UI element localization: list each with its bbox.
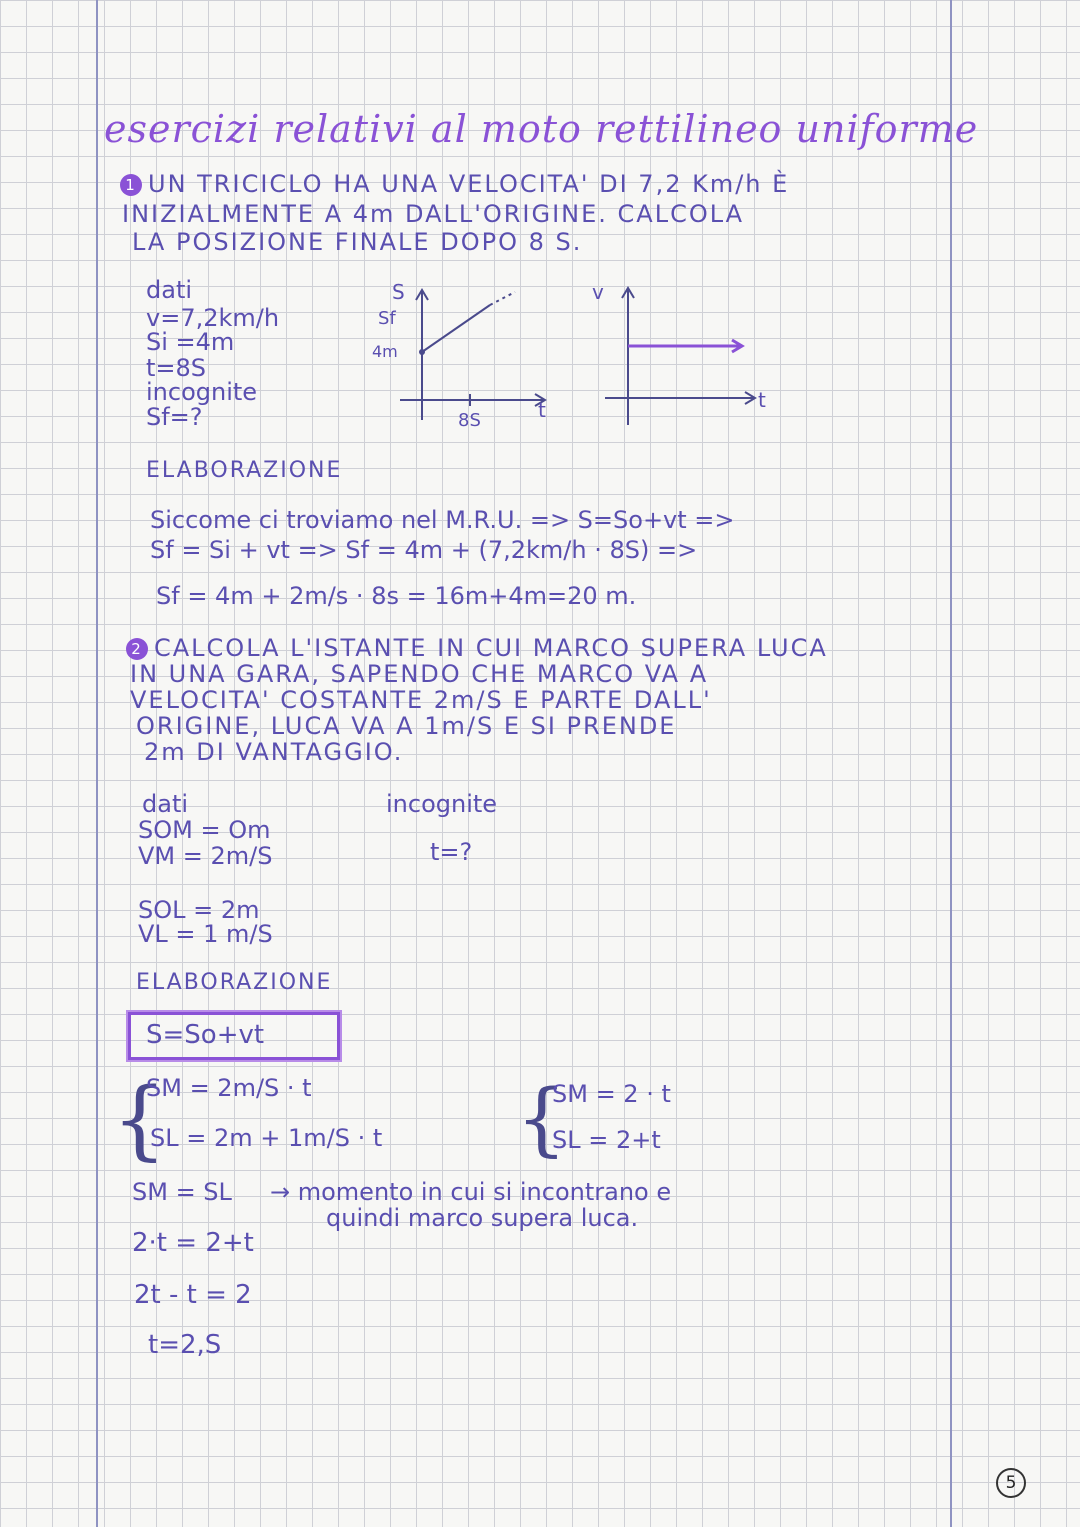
exercise2-unknown: t=? (430, 838, 473, 866)
step-3: t=2,S (148, 1330, 222, 1360)
system-right-line-1: SM = 2 · t (552, 1080, 671, 1108)
system-left-line-2: SL = 2m + 1m/S · t (150, 1124, 383, 1152)
graph-v-y-label: v (592, 280, 604, 304)
graph-s-start-point (419, 349, 425, 355)
graph-s-y-label: S (392, 280, 405, 304)
exercise1-solution-line-3: Sf = 4m + 2m/s · 8s = 16m+4m=20 m. (156, 582, 637, 610)
exercise2-line-1 (126, 636, 828, 660)
exercise1-data-line: v=7,2km/h (146, 304, 280, 332)
exercise1-line-1 (120, 172, 789, 196)
exercise1-elaboration-heading: ELABORAZIONE (146, 458, 343, 483)
exercise2-data-line: VM = 2m/S (138, 842, 273, 870)
velocity-time-graph (600, 280, 770, 430)
exercise2-line-2: IN UNA GARA, SAPENDO CHE MARCO VA A (130, 660, 709, 688)
exercise2-line-4: ORIGINE, LUCA VA A 1m/S E SI PRENDE (136, 712, 677, 740)
exercise1-line-2: INIZIALMENTE A 4m DALL'ORIGINE. CALCOLA (122, 200, 745, 228)
system-left-brace: { (112, 1070, 167, 1170)
equality-note-line-1: → momento in cui si incontrano e (270, 1178, 672, 1206)
graph-v-x-label: t (758, 388, 766, 412)
graph-s-extension (490, 292, 515, 305)
exercise1-solution-line-1: Siccome ci troviamo nel M.R.U. => S=So+vt => (150, 506, 735, 534)
graph-s-tick-4m: 4m (372, 342, 398, 361)
exercise2-number-badge: 2 (126, 638, 148, 660)
page-title: esercizi relativi al moto rettilineo uniforme (104, 107, 979, 151)
left-margin-line (96, 0, 98, 1527)
exercise1-unknown: Sf=? (146, 403, 203, 431)
exercise1-data-heading: dati (146, 276, 193, 304)
exercise2-data-line: SOM = Om (138, 816, 271, 844)
exercise2-data-heading: dati (142, 790, 189, 818)
graph-s-line (422, 305, 490, 352)
exercise1-data-line: t=8S (146, 354, 207, 382)
step-1: 2·t = 2+t (132, 1228, 254, 1258)
exercise2-data-line: VL = 1 m/S (138, 920, 273, 948)
exercise2-text: CALCOLA L'ISTANTE IN CUI MARCO SUPERA LUCA (154, 634, 828, 662)
exercise2-line-3: VELOCITA' COSTANTE 2m/S E PARTE DALL' (130, 686, 712, 714)
graph-s-x-tick-label: 8S (458, 410, 481, 431)
exercise2-elaboration-heading: ELABORAZIONE (136, 970, 333, 995)
system-left-line-1: SM = 2m/S · t (146, 1074, 312, 1102)
exercise1-number-badge: 1 (120, 174, 142, 196)
page-number: 5 (996, 1468, 1026, 1498)
formula-boxed-text: S=So+vt (146, 1020, 265, 1050)
system-right-line-2: SL = 2+t (552, 1126, 661, 1154)
equality-note-line-2: quindi marco supera luca. (326, 1204, 639, 1232)
exercise1-data-line: Si =4m (146, 328, 235, 356)
exercise1-solution-line-2: Sf = Si + vt => Sf = 4m + (7,2km/h · 8S) => (150, 536, 698, 564)
equality: SM = SL (132, 1178, 232, 1206)
graph-s-x-label: t (538, 398, 546, 422)
step-2: 2t - t = 2 (134, 1280, 252, 1310)
system-right-brace: { (516, 1072, 567, 1165)
exercise2-unknowns-heading: incognite (386, 790, 498, 818)
exercise2-line-5: 2m DI VANTAGGIO. (144, 738, 404, 766)
exercise1-unknowns-heading: incognite (146, 378, 258, 406)
exercise2-data-line: SOL = 2m (138, 896, 260, 924)
exercise1-text: UN TRICICLO HA UNA VELOCITA' DI 7,2 Km/h È (148, 170, 790, 198)
right-margin-line (950, 0, 952, 1527)
exercise1-line-3: LA POSIZIONE FINALE DOPO 8 S. (132, 228, 583, 256)
graph-s-tick-sf: Sf (378, 308, 396, 329)
